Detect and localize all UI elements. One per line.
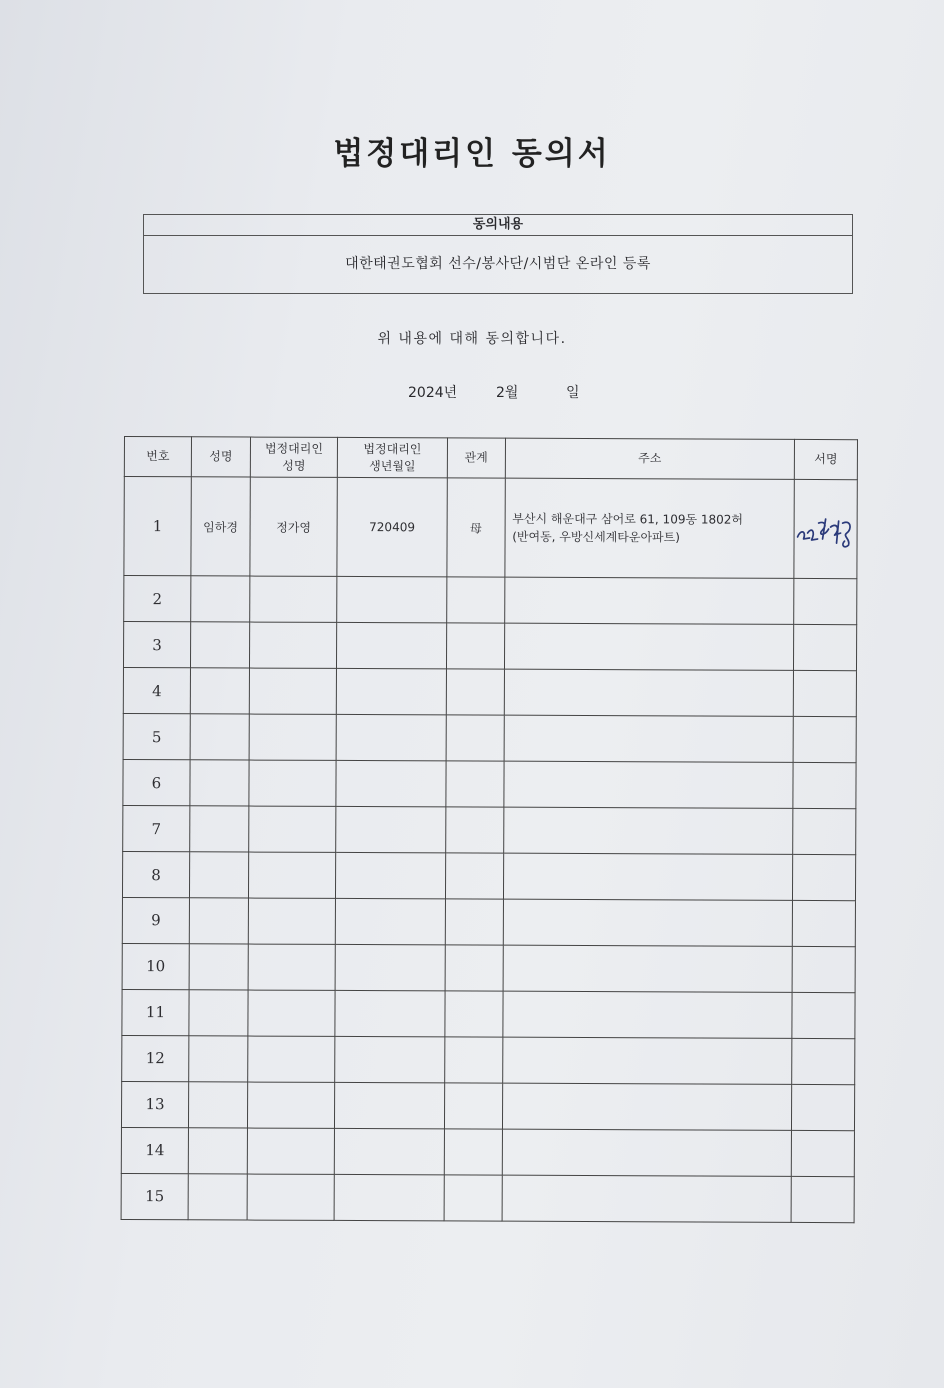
date-day: 일 (566, 385, 580, 401)
cell-signature (793, 763, 856, 809)
cell-guardian-name: 정가영 (250, 477, 338, 577)
cell-guardian-name (249, 760, 336, 806)
header-signature: 서명 (794, 439, 857, 479)
date-year: 2024년 (408, 385, 458, 401)
table-row (124, 576, 857, 625)
table-row (123, 622, 856, 671)
cell-address (502, 1037, 792, 1084)
cell-relation (445, 853, 503, 899)
cell-guardian-birth (337, 577, 447, 623)
table-row (121, 1127, 854, 1176)
cell-address (504, 761, 794, 808)
cell-signature (794, 579, 857, 625)
header-guardian-birth-line1: 법정대리인 (363, 441, 422, 456)
cell-address (503, 807, 793, 854)
cell-relation (446, 623, 504, 669)
table-row (121, 1081, 854, 1130)
cell-guardian-name (248, 898, 335, 944)
consent-text: 대한태권도협회 선수/봉사단/시범단 온라인 등록 (345, 256, 651, 272)
cell-address (503, 899, 793, 946)
cell-signature (792, 946, 855, 992)
cell-address (505, 478, 795, 578)
cell-guardian-name (247, 1128, 334, 1174)
cell-signature (791, 1084, 854, 1130)
handwritten-signature (795, 509, 857, 549)
cell-num: 2 (124, 576, 191, 622)
table-row (121, 1173, 854, 1222)
cell-guardian-name (249, 714, 336, 760)
cell-num: 10 (122, 943, 189, 989)
cell-guardian-birth (336, 806, 446, 852)
date-month: 2월 (496, 385, 519, 401)
cell-signature (792, 854, 855, 900)
cell-name: 임하경 (191, 477, 250, 576)
cell-num: 11 (122, 989, 189, 1035)
cell-guardian-name (248, 1036, 335, 1082)
cell-name (191, 576, 250, 622)
cell-guardian-name (248, 944, 335, 990)
cell-address (502, 1129, 792, 1176)
cell-num: 1 (124, 477, 191, 577)
cell-signature (791, 1130, 854, 1176)
cell-guardian-name (247, 1174, 334, 1221)
cell-address (504, 715, 794, 762)
cell-relation (446, 761, 504, 807)
address-line2: (반여동, 우방신세계타운아파트) (512, 529, 680, 545)
header-address: 주소 (505, 438, 794, 479)
header-guardian-name-line2: 성명 (282, 458, 306, 473)
table-row (122, 897, 855, 946)
cell-name (190, 714, 249, 760)
header-num: 번호 (124, 437, 191, 477)
cell-signature (792, 900, 855, 946)
cell-guardian-birth (336, 852, 446, 898)
cell-guardian-name (248, 852, 335, 898)
cell-signature (792, 1038, 855, 1084)
cell-relation (444, 1129, 502, 1175)
address-line1: 부산시 해운대구 삼어로 61, 109동 1802허 (512, 511, 744, 527)
cell-signature (793, 808, 856, 854)
header-relation: 관계 (447, 438, 505, 478)
cell-address (504, 669, 794, 716)
cell-num: 6 (123, 760, 190, 806)
header-guardian-name-line1: 법정대리인 (264, 441, 323, 456)
cell-guardian-name (249, 622, 336, 668)
cell-num: 4 (123, 668, 190, 714)
cell-signature (794, 479, 857, 578)
cell-signature (791, 1176, 854, 1222)
table-row (123, 714, 856, 763)
cell-address (502, 1083, 792, 1130)
table-row (123, 668, 856, 717)
cell-num: 7 (123, 806, 190, 852)
cell-guardian-birth (336, 715, 446, 761)
cell-guardian-birth: 720409 (337, 477, 447, 577)
cell-num: 15 (121, 1173, 188, 1219)
cell-guardian-birth (336, 761, 446, 807)
cell-guardian-birth (334, 1174, 444, 1221)
cell-name (189, 944, 248, 990)
cell-num: 9 (122, 897, 189, 943)
cell-relation (445, 945, 503, 991)
cell-guardian-birth (334, 1128, 444, 1174)
cell-guardian-birth (335, 990, 445, 1036)
table-row (122, 989, 855, 1038)
cell-relation (444, 1175, 502, 1221)
cell-address (503, 853, 793, 900)
cell-guardian-name (247, 1082, 334, 1128)
cell-name (188, 1174, 247, 1220)
cell-relation (446, 577, 504, 623)
cell-guardian-birth (336, 669, 446, 715)
document-title: 법정대리인 동의서 (333, 136, 611, 172)
cell-name (189, 898, 248, 944)
cell-name (190, 806, 249, 852)
cell-address (504, 577, 794, 624)
cell-relation (446, 715, 504, 761)
cell-guardian-name (249, 668, 336, 714)
cell-guardian-birth (335, 944, 445, 990)
cell-relation (444, 1037, 502, 1083)
table-row (123, 806, 856, 855)
consent-box (143, 214, 853, 294)
cell-num: 5 (123, 714, 190, 760)
table-row (122, 852, 855, 901)
consent-heading: 동의내용 (144, 215, 852, 236)
cell-guardian-birth (335, 1082, 445, 1128)
cell-guardian-birth (335, 1036, 445, 1082)
cell-name (188, 1128, 247, 1174)
header-guardian-birth-line2: 생년월일 (369, 458, 416, 473)
cell-name (190, 668, 249, 714)
cell-num: 8 (122, 852, 189, 898)
table-row (123, 760, 856, 809)
cell-num: 3 (123, 622, 190, 668)
cell-relation (445, 899, 503, 945)
cell-signature (793, 671, 856, 717)
cell-relation (445, 807, 503, 853)
cell-name (190, 760, 249, 806)
cell-guardian-birth (337, 623, 447, 669)
cell-name (188, 1082, 247, 1128)
cell-name (189, 990, 248, 1036)
cell-relation (446, 669, 504, 715)
cell-address (504, 623, 794, 670)
table-row (124, 477, 857, 579)
cell-guardian-name (248, 990, 335, 1036)
table-row (122, 1035, 855, 1084)
cell-guardian-name (249, 806, 336, 852)
cell-address (502, 1175, 792, 1222)
cell-relation (444, 1083, 502, 1129)
cell-name (190, 622, 249, 668)
cell-num: 12 (122, 1035, 189, 1081)
cell-num: 13 (121, 1081, 188, 1127)
header-guardian-name (250, 437, 337, 477)
cell-name (189, 1036, 248, 1082)
cell-relation: 母 (447, 478, 505, 577)
cell-num: 14 (121, 1127, 188, 1173)
table-header-row (124, 437, 857, 480)
cell-signature (793, 717, 856, 763)
agree-statement: 위 내용에 대해 동의합니다. (377, 331, 567, 347)
cell-guardian-name (250, 576, 337, 622)
cell-address (503, 991, 793, 1038)
cell-guardian-birth (335, 898, 445, 944)
header-guardian-birth (337, 437, 447, 477)
cell-address (503, 945, 793, 992)
cell-name (189, 852, 248, 898)
roster-table (121, 436, 858, 1223)
cell-signature (793, 625, 856, 671)
table-row (122, 943, 855, 992)
cell-signature (792, 992, 855, 1038)
header-name: 성명 (191, 437, 250, 477)
cell-relation (445, 991, 503, 1037)
